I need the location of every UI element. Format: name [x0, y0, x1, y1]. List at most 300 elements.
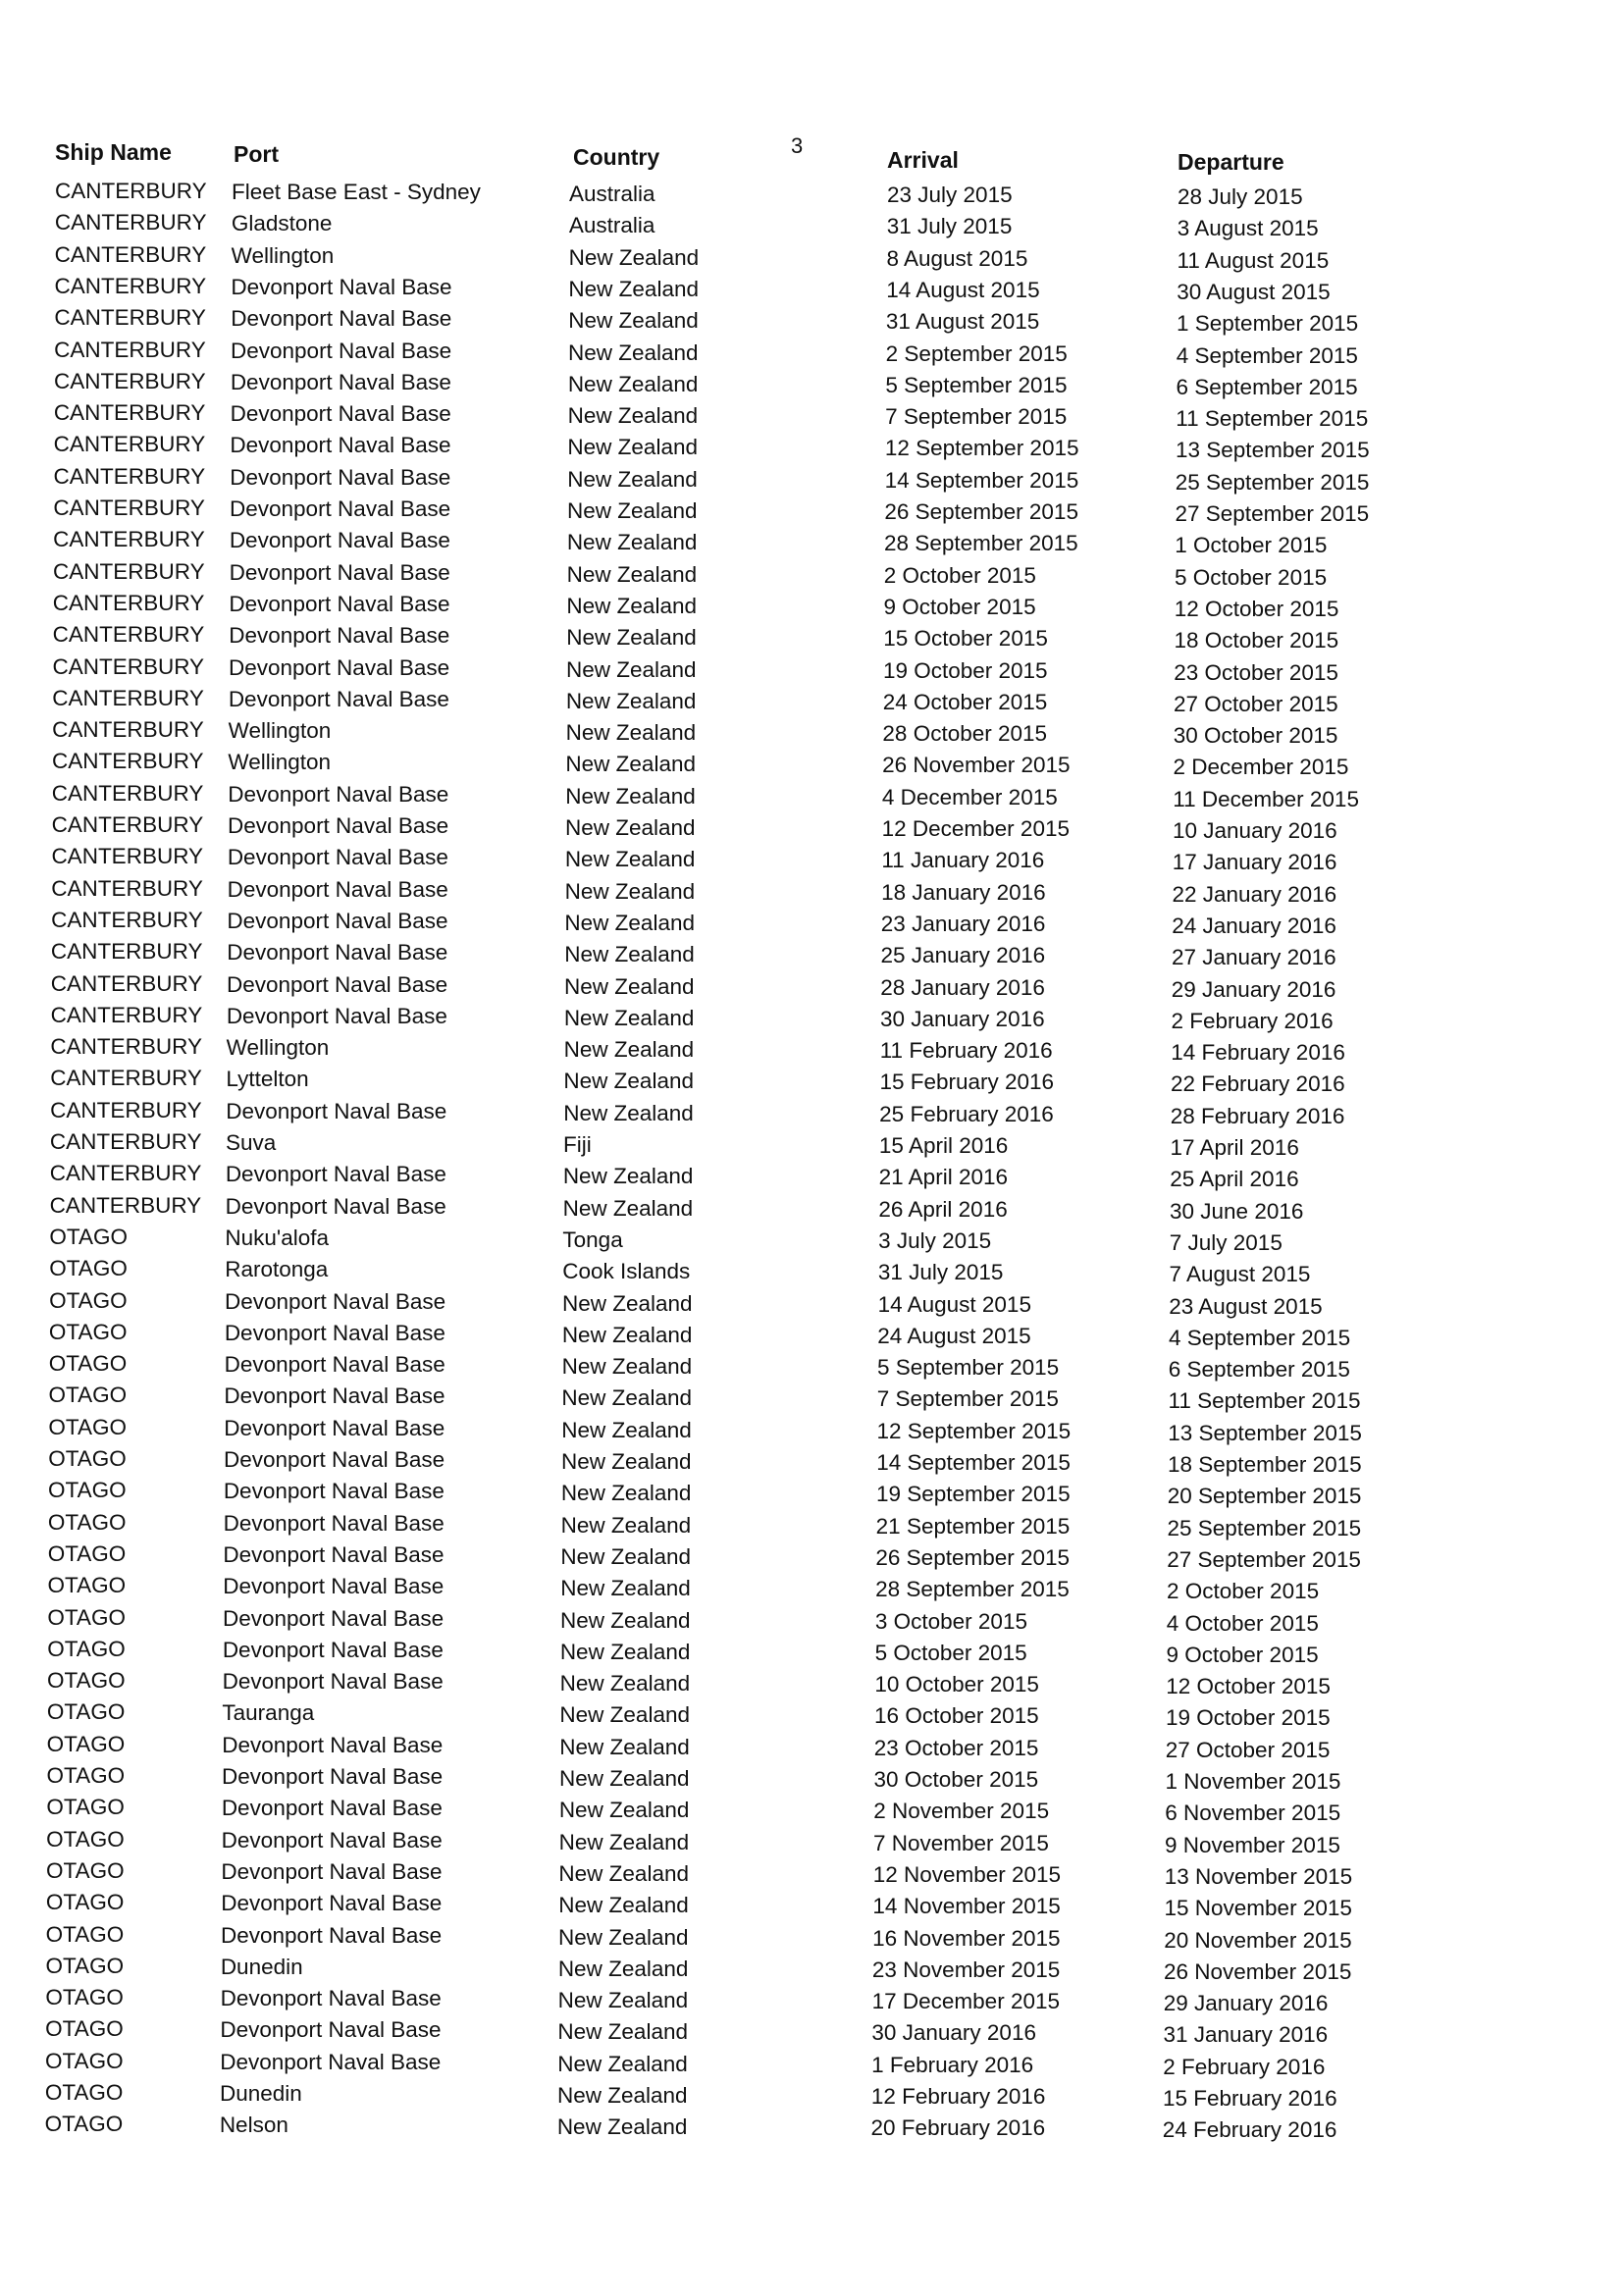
- table-row: [0, 430, 1623, 461]
- departure-cell: 13 September 2015: [1168, 1420, 1362, 1445]
- country-cell: Australia: [569, 182, 655, 206]
- page-number: 3: [791, 133, 804, 158]
- ship-name-cell: OTAGO: [47, 1668, 126, 1694]
- arrival-cell: 15 February 2016: [879, 1070, 1055, 1095]
- departure-cell: 2 February 2016: [1171, 1008, 1334, 1033]
- departure-cell: 13 September 2015: [1176, 438, 1370, 463]
- country-cell: New Zealand: [567, 466, 698, 492]
- departure-cell: 6 November 2015: [1165, 1800, 1341, 1826]
- arrival-cell: 14 September 2015: [876, 1450, 1071, 1475]
- port-cell: Devonport Naval Base: [225, 1288, 446, 1314]
- departure-cell: 15 November 2015: [1164, 1896, 1352, 1921]
- port-cell: Dunedin: [220, 2081, 302, 2106]
- departure-cell: 1 September 2015: [1177, 311, 1359, 337]
- ship-name-cell: CANTERBURY: [54, 241, 207, 267]
- arrival-cell: 25 February 2016: [879, 1101, 1054, 1126]
- arrival-cell: 28 September 2015: [884, 531, 1078, 556]
- arrival-cell: 26 September 2015: [875, 1544, 1071, 1570]
- ship-name-cell: OTAGO: [45, 2016, 124, 2042]
- port-cell: Devonport Naval Base: [227, 940, 448, 965]
- arrival-cell: 2 November 2015: [873, 1799, 1050, 1824]
- departure-cell: 11 August 2015: [1177, 247, 1330, 273]
- table-row: [0, 1444, 1623, 1476]
- ship-name-cell: CANTERBURY: [52, 717, 204, 743]
- arrival-cell: 2 September 2015: [885, 340, 1068, 366]
- port-cell: Nelson: [219, 2113, 288, 2138]
- table-header: [0, 139, 1623, 179]
- departure-cell: 10 January 2016: [1173, 818, 1337, 843]
- arrival-cell: 5 October 2015: [874, 1640, 1027, 1665]
- port-cell: Devonport Naval Base: [226, 1003, 447, 1028]
- ship-name-cell: OTAGO: [48, 1478, 127, 1503]
- port-cell: Devonport Naval Base: [221, 1891, 443, 1916]
- ship-name-cell: CANTERBURY: [53, 432, 206, 457]
- arrival-cell: 25 January 2016: [880, 943, 1046, 968]
- port-cell: Gladstone: [231, 211, 333, 236]
- port-cell: Devonport Naval Base: [229, 623, 450, 649]
- port-cell: Devonport Naval Base: [224, 1320, 445, 1345]
- table-row: [0, 715, 1623, 747]
- port-cell: Devonport Naval Base: [231, 306, 452, 332]
- departure-cell: 20 September 2015: [1167, 1484, 1362, 1509]
- table-row: [0, 1413, 1623, 1444]
- table-row: [0, 1318, 1623, 1349]
- country-cell: New Zealand: [559, 1671, 691, 1696]
- departure-cell: 13 November 2015: [1164, 1863, 1353, 1889]
- country-cell: New Zealand: [567, 403, 699, 429]
- table-row: [0, 1603, 1623, 1635]
- table-row: [0, 1825, 1623, 1856]
- ship-name-cell: OTAGO: [45, 1890, 125, 1915]
- country-cell: New Zealand: [565, 720, 697, 746]
- port-cell: Devonport Naval Base: [231, 274, 452, 299]
- departure-cell: 30 June 2016: [1170, 1198, 1304, 1224]
- ship-name-cell: CANTERBURY: [49, 1192, 202, 1218]
- table-row: [0, 1159, 1623, 1190]
- ship-name-cell: OTAGO: [44, 2048, 124, 2073]
- ship-name-cell: CANTERBURY: [54, 210, 207, 235]
- departure-cell: 11 September 2015: [1168, 1388, 1361, 1414]
- departure-cell: 11 December 2015: [1173, 786, 1359, 811]
- port-cell: Devonport Naval Base: [229, 559, 450, 585]
- arrival-cell: 24 October 2015: [882, 689, 1048, 714]
- port-cell: Wellington: [231, 242, 335, 268]
- country-cell: New Zealand: [567, 371, 699, 396]
- port-cell: Devonport Naval Base: [224, 1383, 445, 1409]
- departure-cell: 14 February 2016: [1171, 1040, 1345, 1066]
- port-cell: Devonport Naval Base: [228, 686, 449, 711]
- ship-name-cell: CANTERBURY: [51, 812, 204, 837]
- arrival-cell: 23 November 2015: [871, 1957, 1061, 1982]
- departure-cell: 23 October 2015: [1174, 659, 1338, 685]
- ship-name-cell: OTAGO: [46, 1731, 126, 1756]
- ship-name-cell: CANTERBURY: [54, 305, 206, 331]
- ship-name-cell: OTAGO: [48, 1351, 128, 1377]
- ship-name-cell: CANTERBURY: [55, 179, 207, 203]
- port-cell: Devonport Naval Base: [223, 1574, 445, 1599]
- ship-name-cell: CANTERBURY: [53, 368, 206, 393]
- departure-cell: 25 September 2015: [1175, 469, 1370, 495]
- country-cell: New Zealand: [556, 2114, 688, 2140]
- arrival-cell: 4 December 2015: [881, 784, 1058, 809]
- header-arrival: Arrival: [887, 147, 959, 173]
- port-cell: Devonport Naval Base: [221, 1858, 443, 1884]
- port-cell: Devonport Naval Base: [222, 1637, 444, 1662]
- ship-name-cell: CANTERBURY: [50, 1097, 202, 1122]
- arrival-cell: 14 August 2015: [877, 1291, 1031, 1317]
- table-row: [0, 2047, 1623, 2078]
- table-row: [0, 336, 1623, 367]
- ship-name-cell: CANTERBURY: [54, 273, 207, 298]
- country-cell: New Zealand: [566, 561, 698, 587]
- country-cell: New Zealand: [562, 1195, 694, 1221]
- arrival-cell: 26 September 2015: [884, 499, 1078, 524]
- departure-cell: 12 October 2015: [1166, 1674, 1331, 1699]
- country-cell: New Zealand: [566, 656, 697, 682]
- country-cell: New Zealand: [559, 1639, 691, 1664]
- arrival-cell: 3 October 2015: [874, 1608, 1027, 1634]
- port-cell: Devonport Naval Base: [227, 845, 448, 870]
- ship-name-cell: CANTERBURY: [51, 749, 204, 774]
- ship-name-cell: OTAGO: [49, 1256, 128, 1281]
- table-row: [0, 208, 1623, 239]
- table-row: [0, 1635, 1623, 1666]
- country-cell: New Zealand: [564, 973, 695, 999]
- port-cell: Devonport Naval Base: [221, 1827, 443, 1852]
- country-cell: New Zealand: [566, 625, 697, 651]
- country-cell: New Zealand: [564, 878, 696, 904]
- arrival-cell: 11 February 2016: [879, 1038, 1053, 1064]
- departure-cell: 2 December 2015: [1173, 755, 1349, 780]
- table-row: [0, 1064, 1623, 1095]
- header-port: Port: [234, 141, 279, 167]
- departure-cell: 9 October 2015: [1166, 1642, 1319, 1667]
- port-cell: Devonport Naval Base: [220, 2017, 442, 2043]
- ship-name-cell: CANTERBURY: [50, 1034, 203, 1060]
- country-cell: New Zealand: [561, 1322, 693, 1347]
- table-row: [0, 1286, 1623, 1318]
- ship-name-cell: OTAGO: [48, 1446, 127, 1471]
- table-row: [0, 177, 1623, 208]
- departure-cell: 29 January 2016: [1163, 1991, 1329, 2016]
- country-cell: New Zealand: [564, 910, 695, 935]
- table-row: [0, 1508, 1623, 1539]
- arrival-cell: 18 January 2016: [881, 879, 1046, 905]
- departure-cell: 23 August 2015: [1169, 1293, 1323, 1319]
- ship-name-cell: OTAGO: [45, 1985, 124, 2010]
- port-cell: Devonport Naval Base: [231, 338, 452, 363]
- departure-cell: 19 October 2015: [1166, 1705, 1331, 1731]
- departure-cell: 6 September 2015: [1168, 1357, 1350, 1383]
- port-cell: Devonport Naval Base: [230, 433, 451, 458]
- departure-cell: 25 April 2016: [1170, 1167, 1299, 1192]
- table-row: [0, 1856, 1623, 1888]
- departure-cell: 2 February 2016: [1163, 2054, 1326, 2079]
- table-row: [0, 842, 1623, 873]
- departure-cell: 30 October 2015: [1173, 723, 1338, 749]
- table-row: [0, 1697, 1623, 1729]
- table-row: [0, 1381, 1623, 1412]
- table-row: [0, 2110, 1623, 2141]
- arrival-cell: 26 November 2015: [882, 753, 1071, 778]
- arrival-cell: 15 October 2015: [883, 626, 1048, 652]
- table-row: [0, 1096, 1623, 1127]
- departure-cell: 30 August 2015: [1177, 279, 1331, 304]
- table-row: [0, 684, 1623, 715]
- country-cell: New Zealand: [557, 2051, 688, 2076]
- port-cell: Devonport Naval Base: [227, 971, 448, 997]
- country-cell: New Zealand: [566, 530, 698, 555]
- arrival-cell: 31 July 2015: [886, 214, 1013, 239]
- departure-cell: 22 January 2016: [1172, 881, 1337, 907]
- table-row: [0, 1127, 1623, 1159]
- country-cell: Tonga: [562, 1226, 623, 1252]
- ship-name-cell: CANTERBURY: [49, 1161, 202, 1186]
- ship-name-cell: CANTERBURY: [52, 685, 204, 710]
- table-row: [0, 747, 1623, 778]
- arrival-cell: 14 November 2015: [872, 1894, 1061, 1919]
- port-cell: Wellington: [226, 1035, 330, 1061]
- arrival-cell: 7 September 2015: [885, 404, 1068, 430]
- table-row: [0, 620, 1623, 652]
- country-cell: New Zealand: [558, 1924, 689, 1950]
- departure-cell: 7 July 2015: [1169, 1229, 1283, 1255]
- departure-cell: 27 September 2015: [1167, 1546, 1361, 1572]
- ship-name-cell: OTAGO: [44, 2112, 124, 2137]
- country-cell: New Zealand: [557, 1956, 689, 1981]
- departure-cell: 15 February 2016: [1163, 2086, 1337, 2111]
- ship-name-cell: CANTERBURY: [49, 1129, 202, 1154]
- port-cell: Wellington: [228, 750, 332, 775]
- departure-cell: 9 November 2015: [1165, 1832, 1340, 1857]
- port-cell: Dunedin: [220, 1954, 303, 1979]
- table-row: [0, 589, 1623, 620]
- port-cell: Devonport Naval Base: [227, 876, 448, 902]
- port-cell: Suva: [226, 1130, 277, 1155]
- port-cell: Devonport Naval Base: [224, 1447, 445, 1472]
- table-row: [0, 2078, 1623, 2110]
- departure-cell: 28 July 2015: [1178, 184, 1303, 209]
- table-row: [0, 1254, 1623, 1285]
- arrival-cell: 28 January 2016: [880, 974, 1045, 1000]
- departure-cell: 7 August 2015: [1169, 1262, 1311, 1287]
- port-cell: Wellington: [228, 718, 332, 744]
- port-cell: Devonport Naval Base: [227, 908, 448, 933]
- table-row: [0, 874, 1623, 906]
- ship-name-cell: OTAGO: [46, 1699, 126, 1725]
- departure-cell: 17 January 2016: [1172, 850, 1337, 875]
- departure-cell: 12 October 2015: [1174, 596, 1339, 621]
- ship-name-cell: CANTERBURY: [53, 400, 206, 426]
- country-cell: New Zealand: [565, 752, 696, 777]
- country-cell: New Zealand: [561, 1449, 692, 1474]
- port-cell: Devonport Naval Base: [222, 1764, 444, 1789]
- ship-name-cell: CANTERBURY: [53, 463, 206, 489]
- ship-name-cell: CANTERBURY: [52, 653, 205, 679]
- table-row: [0, 1571, 1623, 1602]
- table-row: [0, 1952, 1623, 1983]
- port-cell: Fleet Base East - Sydney: [232, 180, 481, 204]
- port-cell: Lyttelton: [226, 1067, 309, 1092]
- port-cell: Devonport Naval Base: [223, 1605, 445, 1631]
- departure-cell: 4 September 2015: [1176, 342, 1358, 368]
- ship-name-cell: OTAGO: [47, 1636, 126, 1661]
- country-cell: New Zealand: [560, 1543, 691, 1569]
- ship-name-cell: OTAGO: [48, 1383, 128, 1408]
- country-cell: New Zealand: [568, 244, 700, 270]
- country-cell: New Zealand: [564, 942, 695, 967]
- table-row: [0, 1476, 1623, 1507]
- departure-cell: 25 September 2015: [1167, 1515, 1362, 1540]
- arrival-cell: 15 April 2016: [878, 1133, 1009, 1158]
- arrival-cell: 24 August 2015: [877, 1323, 1031, 1348]
- arrival-cell: 14 September 2015: [884, 467, 1079, 493]
- arrival-cell: 12 December 2015: [881, 816, 1070, 841]
- table-row: [0, 969, 1623, 1001]
- ship-name-cell: OTAGO: [46, 1826, 125, 1852]
- country-cell: Fiji: [563, 1132, 592, 1157]
- departure-cell: 27 October 2015: [1165, 1737, 1331, 1762]
- port-cell: Devonport Naval Base: [223, 1479, 445, 1504]
- table-row: [0, 1730, 1623, 1761]
- table-row: [0, 303, 1623, 335]
- port-cell: Devonport Naval Base: [224, 1352, 445, 1378]
- ship-name-cell: OTAGO: [49, 1224, 128, 1249]
- departure-cell: 31 January 2016: [1163, 2022, 1329, 2048]
- port-cell: Devonport Naval Base: [230, 369, 451, 394]
- country-cell: Australia: [568, 213, 655, 238]
- ship-name-cell: CANTERBURY: [51, 844, 204, 869]
- departure-cell: 26 November 2015: [1164, 1958, 1352, 1984]
- ship-name-cell: CANTERBURY: [50, 970, 203, 996]
- country-cell: New Zealand: [558, 1893, 689, 1918]
- table-row: [0, 937, 1623, 968]
- ship-name-cell: OTAGO: [47, 1604, 126, 1630]
- port-cell: Devonport Naval Base: [226, 1098, 447, 1123]
- country-cell: New Zealand: [565, 783, 696, 809]
- country-cell: New Zealand: [562, 1290, 693, 1316]
- arrival-cell: 23 October 2015: [873, 1735, 1039, 1760]
- table-row: [0, 1539, 1623, 1571]
- header-ship-name: Ship Name: [55, 139, 172, 165]
- port-cell: Devonport Naval Base: [225, 1162, 446, 1187]
- table-row: [0, 367, 1623, 398]
- table-row: [0, 557, 1623, 589]
- arrival-cell: 12 November 2015: [872, 1861, 1062, 1887]
- ship-name-cell: CANTERBURY: [53, 527, 205, 552]
- departure-cell: 17 April 2016: [1170, 1135, 1299, 1160]
- table-row: [0, 1920, 1623, 1952]
- arrival-cell: 21 September 2015: [875, 1513, 1071, 1539]
- country-cell: New Zealand: [559, 1734, 690, 1759]
- departure-cell: 28 February 2016: [1170, 1103, 1345, 1128]
- arrival-cell: 5 September 2015: [885, 372, 1068, 397]
- country-cell: New Zealand: [565, 815, 696, 840]
- departure-cell: 20 November 2015: [1164, 1927, 1352, 1953]
- departure-cell: 27 January 2016: [1172, 945, 1336, 970]
- arrival-cell: 23 January 2016: [880, 911, 1046, 936]
- port-cell: Devonport Naval Base: [224, 1415, 445, 1440]
- ship-name-cell: OTAGO: [47, 1509, 127, 1535]
- ship-name-cell: OTAGO: [48, 1414, 127, 1439]
- country-cell: New Zealand: [563, 1005, 695, 1030]
- country-cell: New Zealand: [557, 1988, 689, 2013]
- ship-name-cell: OTAGO: [47, 1573, 127, 1598]
- ship-name-cell: CANTERBURY: [50, 939, 203, 965]
- port-cell: Devonport Naval Base: [230, 496, 451, 521]
- table-row: [0, 398, 1623, 430]
- departure-cell: 2 October 2015: [1167, 1579, 1320, 1604]
- table-row: [0, 494, 1623, 525]
- table-row: [0, 462, 1623, 494]
- ship-name-cell: OTAGO: [46, 1795, 125, 1820]
- ship-name-cell: CANTERBURY: [52, 622, 205, 648]
- table-row: [0, 1001, 1623, 1032]
- country-cell: New Zealand: [561, 1354, 693, 1380]
- table-row: [0, 240, 1623, 272]
- arrival-cell: 31 July 2015: [877, 1260, 1004, 1285]
- country-cell: New Zealand: [559, 1766, 690, 1791]
- country-cell: New Zealand: [567, 498, 698, 523]
- departure-cell: 6 September 2015: [1176, 374, 1358, 399]
- country-cell: New Zealand: [558, 1798, 690, 1823]
- departure-cell: 24 January 2016: [1172, 913, 1336, 938]
- ship-name-cell: OTAGO: [49, 1287, 128, 1313]
- arrival-cell: 14 August 2015: [886, 277, 1040, 302]
- table-row: [0, 1793, 1623, 1824]
- ship-name-cell: CANTERBURY: [52, 590, 205, 615]
- arrival-cell: 17 December 2015: [871, 1989, 1060, 2014]
- country-cell: New Zealand: [566, 593, 697, 618]
- arrival-cell: 9 October 2015: [883, 594, 1036, 619]
- port-cell: Devonport Naval Base: [221, 1796, 443, 1821]
- table-row: [0, 272, 1623, 303]
- port-cell: Devonport Naval Base: [225, 1193, 446, 1219]
- arrival-cell: 5 September 2015: [877, 1355, 1060, 1381]
- port-cell: Devonport Naval Base: [228, 781, 449, 807]
- country-cell: New Zealand: [557, 2083, 688, 2108]
- port-cell: Devonport Naval Base: [230, 464, 451, 490]
- ship-name-cell: OTAGO: [48, 1319, 128, 1344]
- table-row: [0, 1761, 1623, 1793]
- arrival-cell: 10 October 2015: [874, 1672, 1039, 1697]
- departure-cell: 22 February 2016: [1171, 1071, 1345, 1097]
- table-row: [0, 652, 1623, 684]
- departure-cell: 1 October 2015: [1175, 533, 1328, 558]
- country-cell: New Zealand: [564, 847, 696, 872]
- arrival-cell: 12 February 2016: [870, 2084, 1046, 2109]
- arrival-cell: 3 July 2015: [878, 1227, 992, 1253]
- arrival-cell: 19 September 2015: [875, 1482, 1071, 1507]
- country-cell: Cook Islands: [562, 1259, 691, 1284]
- arrival-cell: 31 August 2015: [885, 309, 1040, 335]
- departure-cell: 5 October 2015: [1175, 564, 1328, 590]
- port-cell: Rarotonga: [225, 1257, 329, 1282]
- departure-cell: 18 October 2015: [1174, 628, 1339, 653]
- port-cell: Tauranga: [222, 1700, 315, 1726]
- table-row: [0, 906, 1623, 937]
- header-country: Country: [573, 144, 660, 170]
- country-cell: New Zealand: [559, 1702, 690, 1728]
- port-cell: Devonport Naval Base: [229, 654, 450, 680]
- ship-name-cell: OTAGO: [47, 1540, 127, 1566]
- ship-name-cell: CANTERBURY: [50, 1002, 203, 1027]
- ship-name-cell: OTAGO: [45, 1921, 125, 1947]
- table-row: [0, 779, 1623, 810]
- country-cell: New Zealand: [561, 1385, 692, 1411]
- ship-name-cell: CANTERBURY: [51, 780, 204, 806]
- departure-cell: 4 October 2015: [1166, 1610, 1319, 1636]
